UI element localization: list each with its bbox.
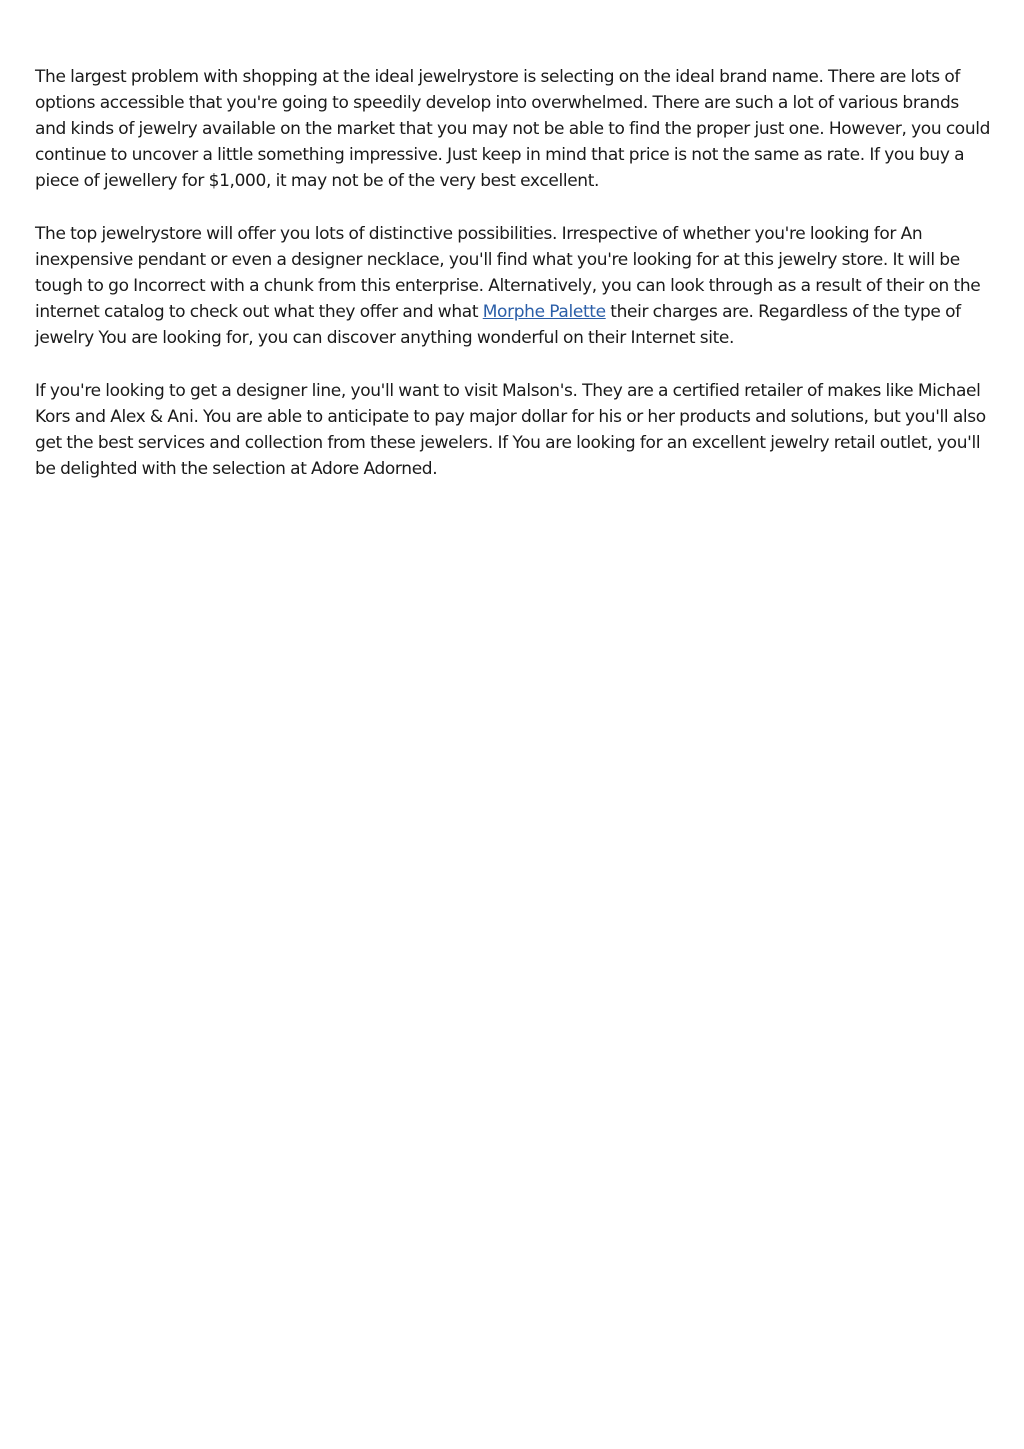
paragraph-3: If you're looking to get a designer line, you'll want to visit Malson's. They are a certified retailer of makes like Michael Kors and Alex & Ani. You are able to anticipate to pay major dollar for his or her products and solutions, but you'll also get the best services and collection from these jewelers. If You are looking for an excellent jewelry retail outlet, you'll be delighted with the selection at Adore Adorned. bbox=[35, 381, 986, 479]
document-body bbox=[35, 64, 993, 509]
paragraph-2-text-before-link: The top jewelrystore will offer you lots of distinctive possibilities. Irrespective of whether you're looking for An inexpensive pendant or even a designer necklace, you'll find what you're looking for at this jewelry store. It will be tough to go Incorrect with a chunk from this enterprise. Alternatively, you can look through as a result of their on the internet catalog to check out what they offer and what bbox=[35, 224, 981, 322]
paragraph-1: The largest problem with shopping at the ideal jewelrystore is selecting on the ideal brand name. There are lots of options accessible that you're going to speedily develop into overwhelmed. There are such a lot of various brands and kinds of jewelry available on the market that you may not be able to find the proper just one. However, you could continue to uncover a little something impressive. Just keep in mind that price is not the same as rate. If you buy a piece of jewellery for $1,000, it may not be of the very best excellent. bbox=[35, 67, 991, 191]
paragraph-2-text-after-link: their charges are. Regardless of the type of jewelry You are looking for, you can discover anything wonderful on their Internet site. bbox=[35, 302, 961, 348]
morphe-palette-link[interactable]: Morphe Palette bbox=[482, 302, 606, 322]
paragraph-2 bbox=[35, 221, 993, 351]
